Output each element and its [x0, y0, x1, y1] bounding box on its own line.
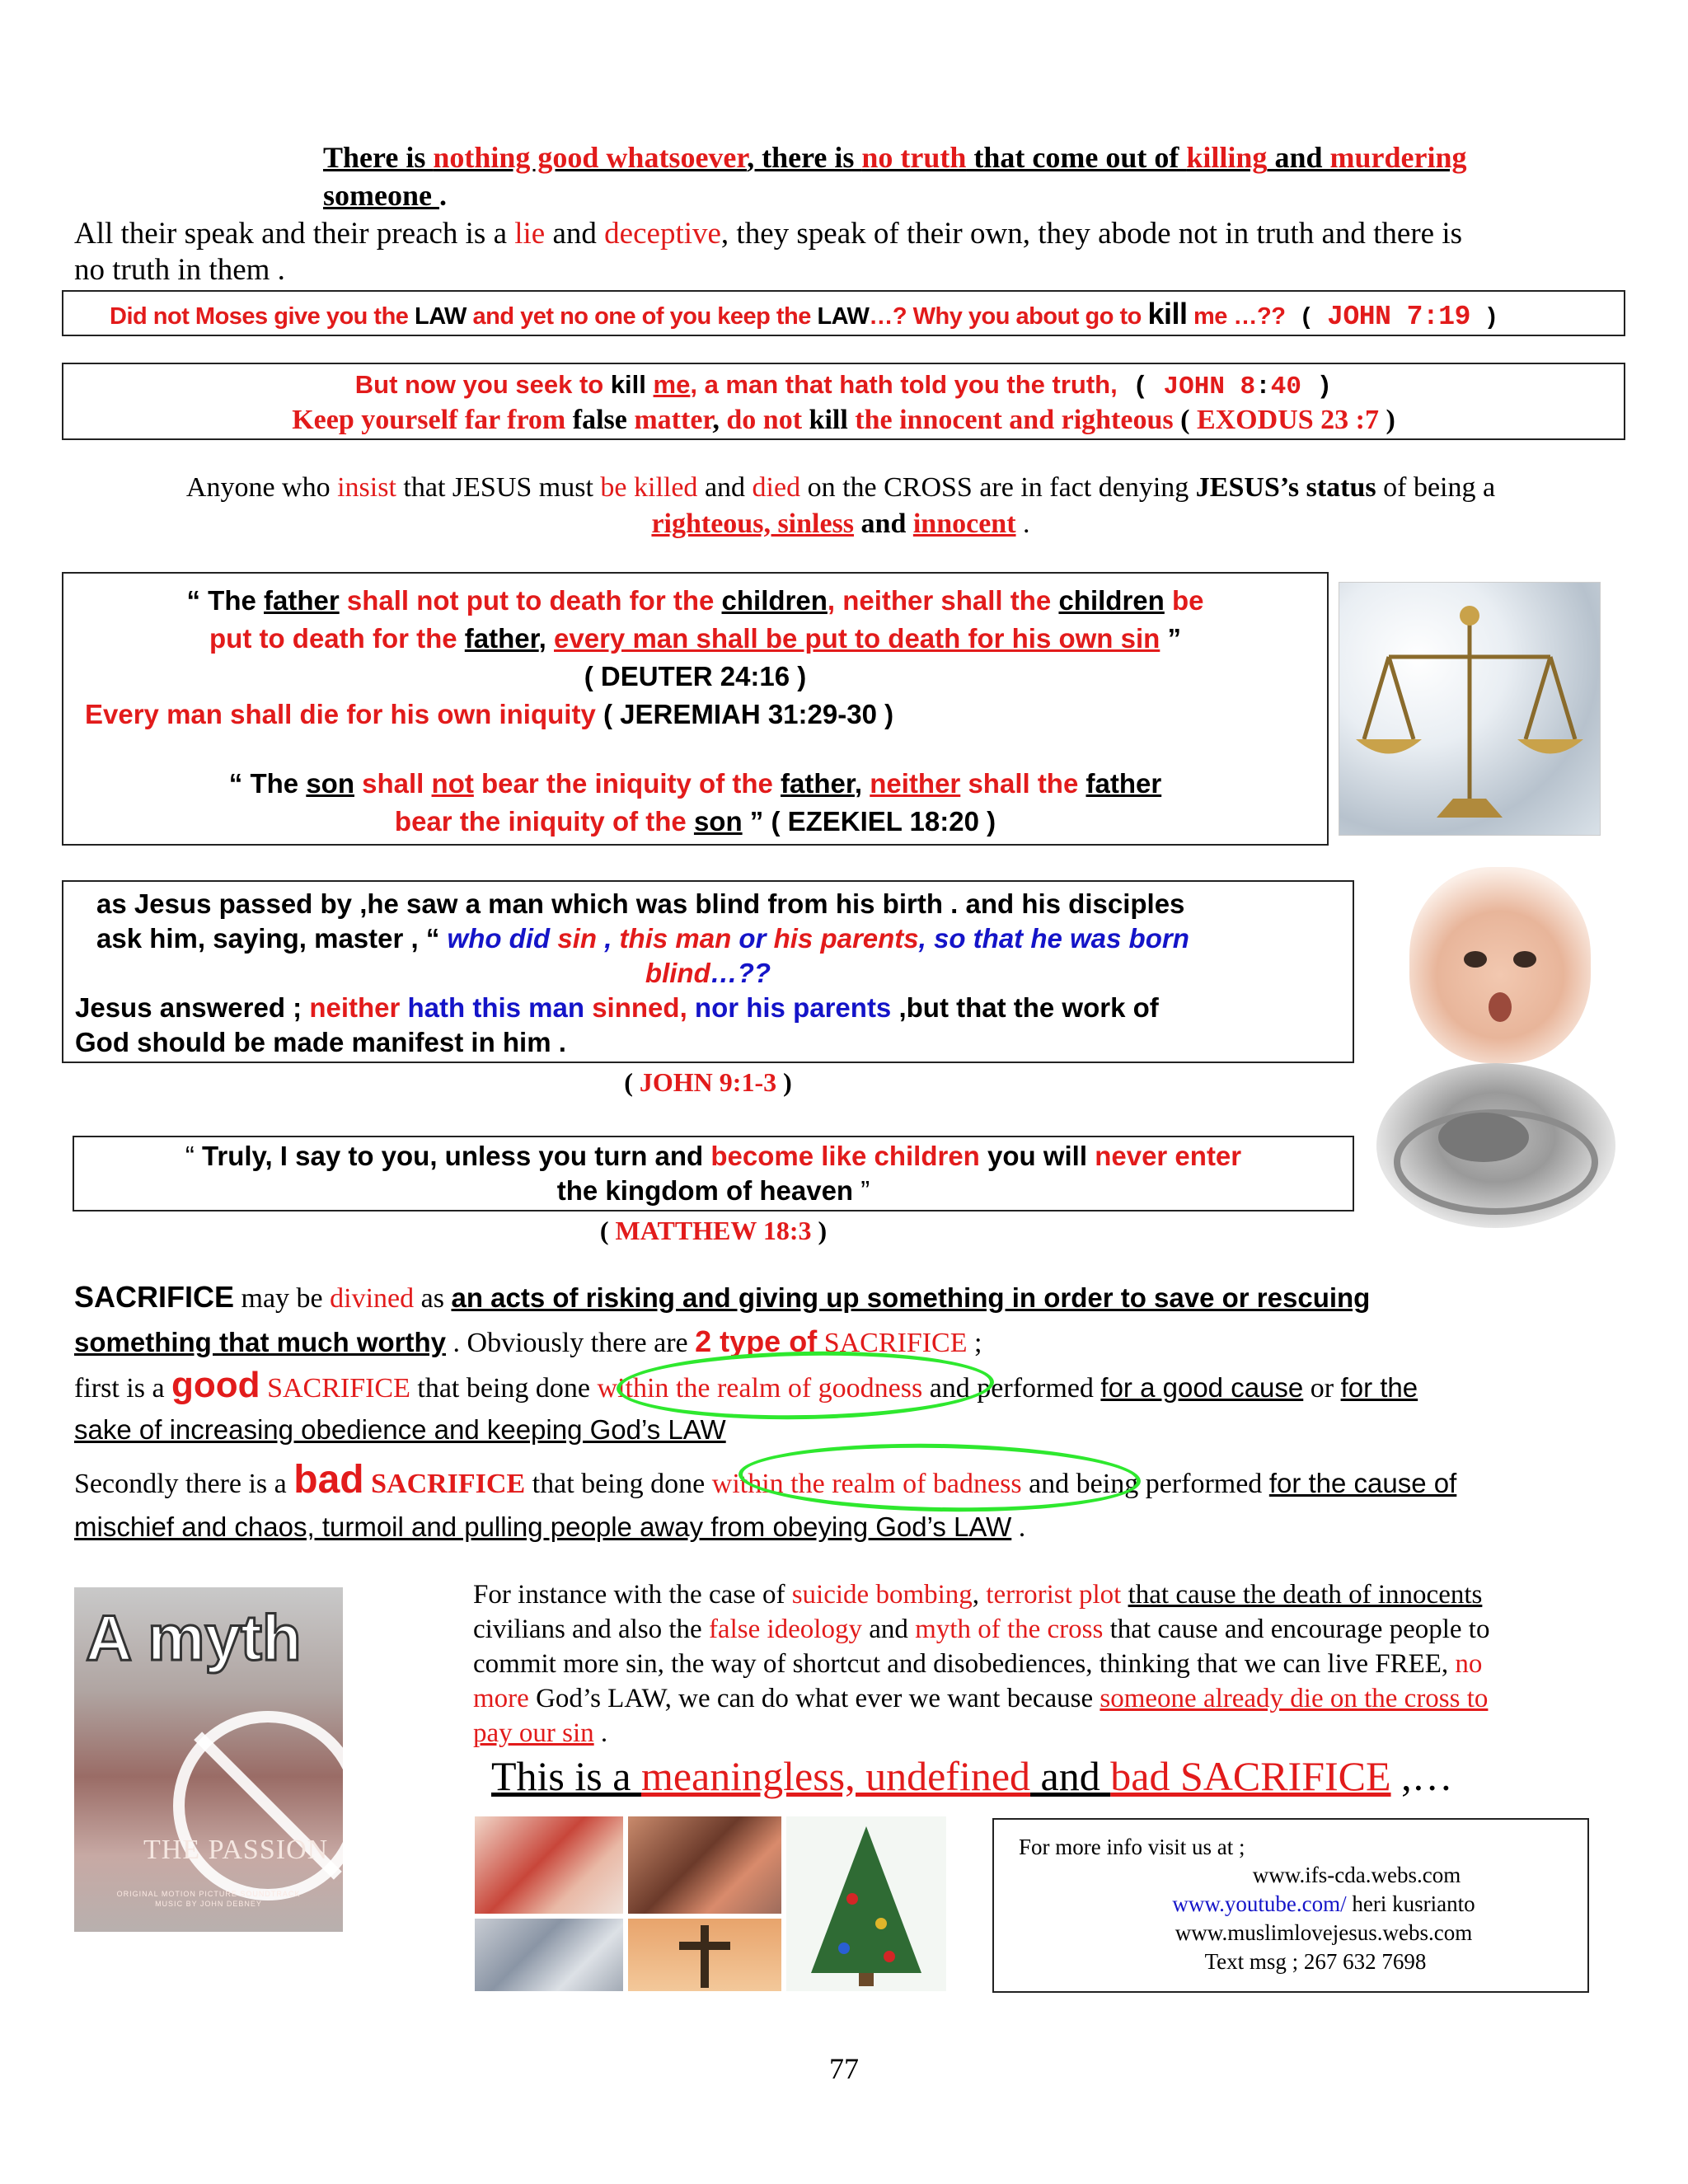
text: bear the iniquity of the — [473, 768, 781, 799]
text: God should be made manifest in him . — [75, 1027, 566, 1057]
text: For instance with the case of — [473, 1580, 792, 1610]
text: Every man shall die for his own iniquity — [85, 699, 596, 729]
text: innocent — [912, 509, 1016, 539]
quote-box-john-7-19 — [62, 290, 1625, 336]
text: ( — [1117, 373, 1164, 401]
text: Secondly there is a — [74, 1469, 294, 1499]
text: father — [464, 623, 539, 654]
text-message-number: Text msg ; 267 632 7698 — [1204, 1949, 1427, 1974]
text: 2 type of — [695, 1324, 818, 1358]
text: may be — [234, 1283, 331, 1314]
text: shall the — [960, 768, 1086, 799]
text: myth of the cross — [915, 1615, 1104, 1644]
text: more — [473, 1684, 529, 1713]
text: the kingdom of heaven — [556, 1175, 854, 1206]
text: ,… — [1390, 1753, 1453, 1799]
text: father — [1085, 768, 1162, 799]
text: Did not Moses give you the — [110, 303, 415, 330]
text: that cause and encourage people to — [1103, 1615, 1490, 1644]
text: , — [972, 1580, 987, 1610]
text: killing — [1186, 141, 1268, 174]
poster-title: A myth — [86, 1601, 302, 1674]
text: ( — [624, 1067, 640, 1097]
text: matter — [626, 405, 713, 435]
info-intro: For more info visit us at ; — [1019, 1835, 1245, 1859]
text: But now you seek to — [354, 370, 611, 399]
quote-box-matthew — [73, 1136, 1354, 1212]
text: SACRIFICE — [817, 1328, 968, 1358]
scales-of-justice-image — [1339, 582, 1601, 836]
info-links — [994, 1861, 1587, 1976]
text: no truth in them . — [74, 253, 285, 287]
text: shall not put to death for the — [339, 585, 722, 616]
text: or — [731, 923, 774, 954]
insist-paragraph — [99, 470, 1582, 542]
quote-line — [63, 620, 1327, 658]
text: Jesus answered ; — [75, 992, 310, 1023]
text: Truly, I say to you, unless you turn and — [202, 1141, 711, 1171]
text: lie — [514, 217, 546, 251]
text: bear the iniquity of the — [394, 806, 694, 837]
text: …? Why you about go to — [869, 303, 1148, 330]
text: , — [597, 923, 620, 954]
text: “ The — [186, 585, 265, 616]
text: son — [693, 806, 743, 837]
text: children — [721, 585, 828, 616]
scales-icon — [1339, 583, 1600, 835]
text: SACRIFICE — [363, 1469, 526, 1499]
text: insist — [337, 472, 396, 503]
text: me — [653, 370, 691, 399]
christmas-tree-icon — [786, 1816, 946, 1991]
text: deceptive — [604, 217, 721, 251]
text: ( — [599, 1216, 616, 1245]
quote-line — [63, 582, 1327, 620]
text: within the realm of goodness — [597, 1373, 923, 1404]
text: ) — [1301, 373, 1333, 401]
poster-passion-title: THE PASSION — [143, 1835, 329, 1865]
text: false ideology — [708, 1615, 862, 1644]
text: “ — [185, 1141, 203, 1171]
text: ) — [776, 1067, 792, 1097]
text: , — [712, 405, 727, 435]
text: JOHN 8 — [1163, 373, 1256, 401]
text: for the cause of — [1268, 1468, 1457, 1498]
text: that come out of — [966, 141, 1187, 174]
text: pay our sin — [473, 1718, 594, 1748]
text: LAW — [817, 303, 870, 330]
text: someone — [323, 179, 439, 212]
text: shall — [354, 768, 432, 799]
text: someone already die on the cross to — [1100, 1684, 1489, 1713]
text: you will — [979, 1141, 1095, 1171]
quote-line — [63, 803, 1327, 841]
text: MATTHEW 18:3 — [615, 1216, 812, 1245]
text: nor his parents — [694, 992, 892, 1023]
text: ( JEREMIAH 31:29-30 ) — [595, 699, 894, 729]
text: bad — [293, 1458, 364, 1502]
text: an acts of risking and giving up something in order to save or rescuing — [451, 1282, 1371, 1313]
text: and — [1030, 1753, 1111, 1799]
text: as — [414, 1283, 452, 1314]
text: JOHN 9:1-3 — [639, 1067, 777, 1097]
baby-face-icon — [1409, 867, 1591, 1063]
page-number: 77 — [829, 2052, 859, 2085]
text: bad SACRIFICE — [1110, 1753, 1391, 1799]
quote-text — [96, 887, 1189, 956]
text: Anyone who — [185, 472, 338, 503]
text: terrorist plot — [986, 1580, 1122, 1610]
quote-line — [63, 765, 1327, 803]
text: SACRIFICE — [260, 1373, 410, 1404]
cross-image — [628, 1919, 781, 1991]
text: ( — [1285, 304, 1328, 331]
text: civilians and also the — [473, 1615, 709, 1644]
text: EXODUS 23 :7 — [1196, 405, 1379, 435]
text: This is a — [491, 1753, 641, 1799]
text: that JESUS must — [396, 472, 601, 503]
text: , — [679, 992, 695, 1023]
christmas-tree-image — [786, 1816, 946, 1991]
text: sinned — [592, 992, 680, 1023]
text: murdering — [1329, 141, 1467, 174]
text: There is — [323, 141, 434, 174]
text: that being done — [410, 1373, 598, 1404]
text: , there is — [747, 141, 862, 174]
quote-text — [63, 956, 1353, 991]
text: 40 — [1270, 373, 1301, 401]
text: for a good cause — [1100, 1372, 1304, 1403]
quote-box-john-8-40 — [62, 363, 1625, 440]
text: righteous, sinless — [651, 509, 855, 539]
text: suicide bombing — [791, 1580, 973, 1610]
text: died — [752, 472, 801, 503]
text: . — [1015, 509, 1030, 539]
text: and — [545, 217, 605, 251]
text: ( — [1173, 405, 1197, 435]
text: ) — [811, 1216, 828, 1245]
website-link-ifs[interactable]: www.ifs-cda.webs.com — [1252, 1863, 1461, 1887]
text: ” ( EZEKIEL 18:20 ) — [742, 806, 996, 837]
text: kill — [802, 405, 848, 435]
text: do not — [726, 405, 803, 435]
quote-line-2 — [63, 402, 1624, 438]
text: ) — [1470, 304, 1498, 331]
text: never enter — [1095, 1141, 1242, 1171]
text: every man shall be put to death for his own sin — [554, 623, 1160, 654]
text: All their speak and their preach is a — [74, 217, 515, 251]
text: and — [1267, 141, 1330, 174]
baby-in-basket-image — [1376, 1063, 1615, 1228]
text: . — [593, 1718, 608, 1748]
text: , so that he was born — [918, 923, 1189, 954]
text — [646, 370, 654, 399]
text: ) — [1378, 405, 1395, 435]
text: kill — [1147, 297, 1188, 330]
top-heading-line2 — [323, 176, 447, 214]
quote-text — [74, 1139, 1353, 1208]
conclusion-line — [491, 1750, 1453, 1802]
collage-image — [475, 1816, 946, 1991]
text: sin — [557, 923, 598, 954]
war-image — [475, 1816, 623, 1914]
text: not — [431, 768, 474, 799]
text: and being performed — [1021, 1469, 1269, 1499]
text: : — [1255, 373, 1271, 401]
crowd-image — [628, 1816, 781, 1914]
rubble-image — [475, 1919, 623, 1991]
text: MUSIC BY JOHN DEBNEY — [155, 1900, 262, 1908]
website-link-muslimlovejesus[interactable]: www.muslimlovejesus.webs.com — [1175, 1920, 1473, 1945]
text: no — [1455, 1649, 1483, 1679]
intro-paragraph — [74, 216, 1640, 288]
passion-poster-image — [74, 1587, 343, 1932]
text: , neither shall the — [827, 585, 1059, 616]
text: his parents — [773, 923, 919, 954]
text: son — [306, 768, 354, 799]
text: hath this man — [400, 992, 593, 1023]
text: something that much worthy — [74, 1327, 447, 1357]
text: be — [1164, 585, 1204, 616]
text: commit more sin, the way of shortcut and disobediences, thinking that we can live FREE, — [473, 1649, 1456, 1679]
text: that cause the death of innocents — [1128, 1580, 1483, 1610]
text: . — [1011, 1512, 1026, 1543]
quote-box-deuteronomy — [62, 572, 1329, 846]
text: put to death for the — [209, 623, 465, 654]
text: this man — [619, 923, 732, 954]
poster-subtitle — [91, 1889, 326, 1909]
text: father — [264, 585, 340, 616]
text: blind — [645, 958, 710, 988]
baby-face-image — [1409, 867, 1591, 1063]
text: of being a — [1376, 472, 1496, 503]
text: JESUS’s status — [1195, 472, 1376, 503]
text: , a man that hath told you the truth, — [690, 370, 1118, 399]
quote-box-john-9 — [62, 880, 1354, 1063]
quote-reference — [73, 1213, 1354, 1248]
basket-icon — [1376, 1063, 1615, 1228]
text: within the realm of badness — [711, 1469, 1022, 1499]
text: mischief and chaos, turmoil and pulling people away from obeying God’s LAW — [74, 1511, 1012, 1542]
top-heading — [323, 138, 1625, 176]
text: and — [697, 472, 753, 503]
text: divined — [330, 1283, 415, 1314]
text: , they speak of their own, they abode not in truth and there is — [720, 217, 1462, 251]
text: father — [781, 768, 855, 799]
cross-icon — [628, 1919, 781, 1991]
text: meaningless, undefined — [640, 1753, 1031, 1799]
text: and performed — [922, 1373, 1101, 1404]
contact-info-box — [992, 1818, 1589, 1993]
text: ask him, saying, master , “ — [96, 923, 448, 954]
text: children — [1058, 585, 1165, 616]
quote-reference — [62, 1065, 1354, 1099]
youtube-channel: heri kusrianto — [1346, 1891, 1475, 1916]
text: on the CROSS are in fact denying — [800, 472, 1196, 503]
text: false — [572, 405, 627, 435]
quote-text — [75, 991, 1159, 1060]
text: as Jesus passed by ,he saw a man which was blind from his birth . and his disciples — [96, 888, 1185, 919]
text: LAW — [415, 303, 467, 330]
text: “ The — [228, 768, 307, 799]
text: me …?? — [1187, 303, 1286, 330]
text: nothing good whatsoever — [433, 141, 748, 174]
text: neither — [309, 992, 401, 1023]
text: kill — [610, 370, 646, 399]
text — [1121, 1580, 1128, 1610]
text: . Obviously there are — [446, 1328, 696, 1358]
text: that being done — [525, 1469, 712, 1499]
text: God’s LAW, we can do what ever we want because — [528, 1684, 1100, 1713]
text: for the — [1340, 1372, 1418, 1403]
text: SACRIFICE — [74, 1280, 235, 1314]
quote-reference: ( DEUTER 24:16 ) — [584, 661, 807, 691]
text: or — [1303, 1373, 1341, 1404]
text: become like children — [710, 1141, 980, 1171]
text: who did — [447, 923, 558, 954]
text: …?? — [710, 958, 771, 988]
quote-line-1 — [63, 368, 1624, 405]
text: be killed — [600, 472, 698, 503]
text: first is a — [74, 1373, 172, 1404]
text: , — [854, 768, 870, 799]
text: good — [171, 1365, 260, 1405]
text: , — [538, 623, 555, 654]
youtube-link[interactable]: www.youtube.com/ — [1172, 1891, 1347, 1916]
text: and — [854, 509, 913, 539]
text: neither — [870, 768, 961, 799]
text: ” — [853, 1175, 870, 1206]
text: no truth — [861, 141, 967, 174]
text: JOHN 7:19 — [1327, 302, 1470, 332]
text: ; — [967, 1328, 982, 1358]
text: ” — [1160, 623, 1181, 654]
text: and — [861, 1615, 916, 1644]
text: ,but that the work of — [891, 992, 1159, 1023]
quote-line — [85, 696, 893, 733]
text: Keep yourself far from — [292, 405, 573, 435]
text: ORIGINAL MOTION PICTURE SOUNDTRACK — [116, 1890, 301, 1898]
text: the innocent and righteous — [847, 405, 1174, 435]
text: . — [438, 179, 447, 212]
instance-paragraph — [473, 1577, 1643, 1750]
text: sake of increasing obedience and keeping God’s LAW — [74, 1414, 726, 1445]
text: and yet no one of you keep the — [466, 303, 818, 330]
quote-text — [110, 297, 1498, 335]
